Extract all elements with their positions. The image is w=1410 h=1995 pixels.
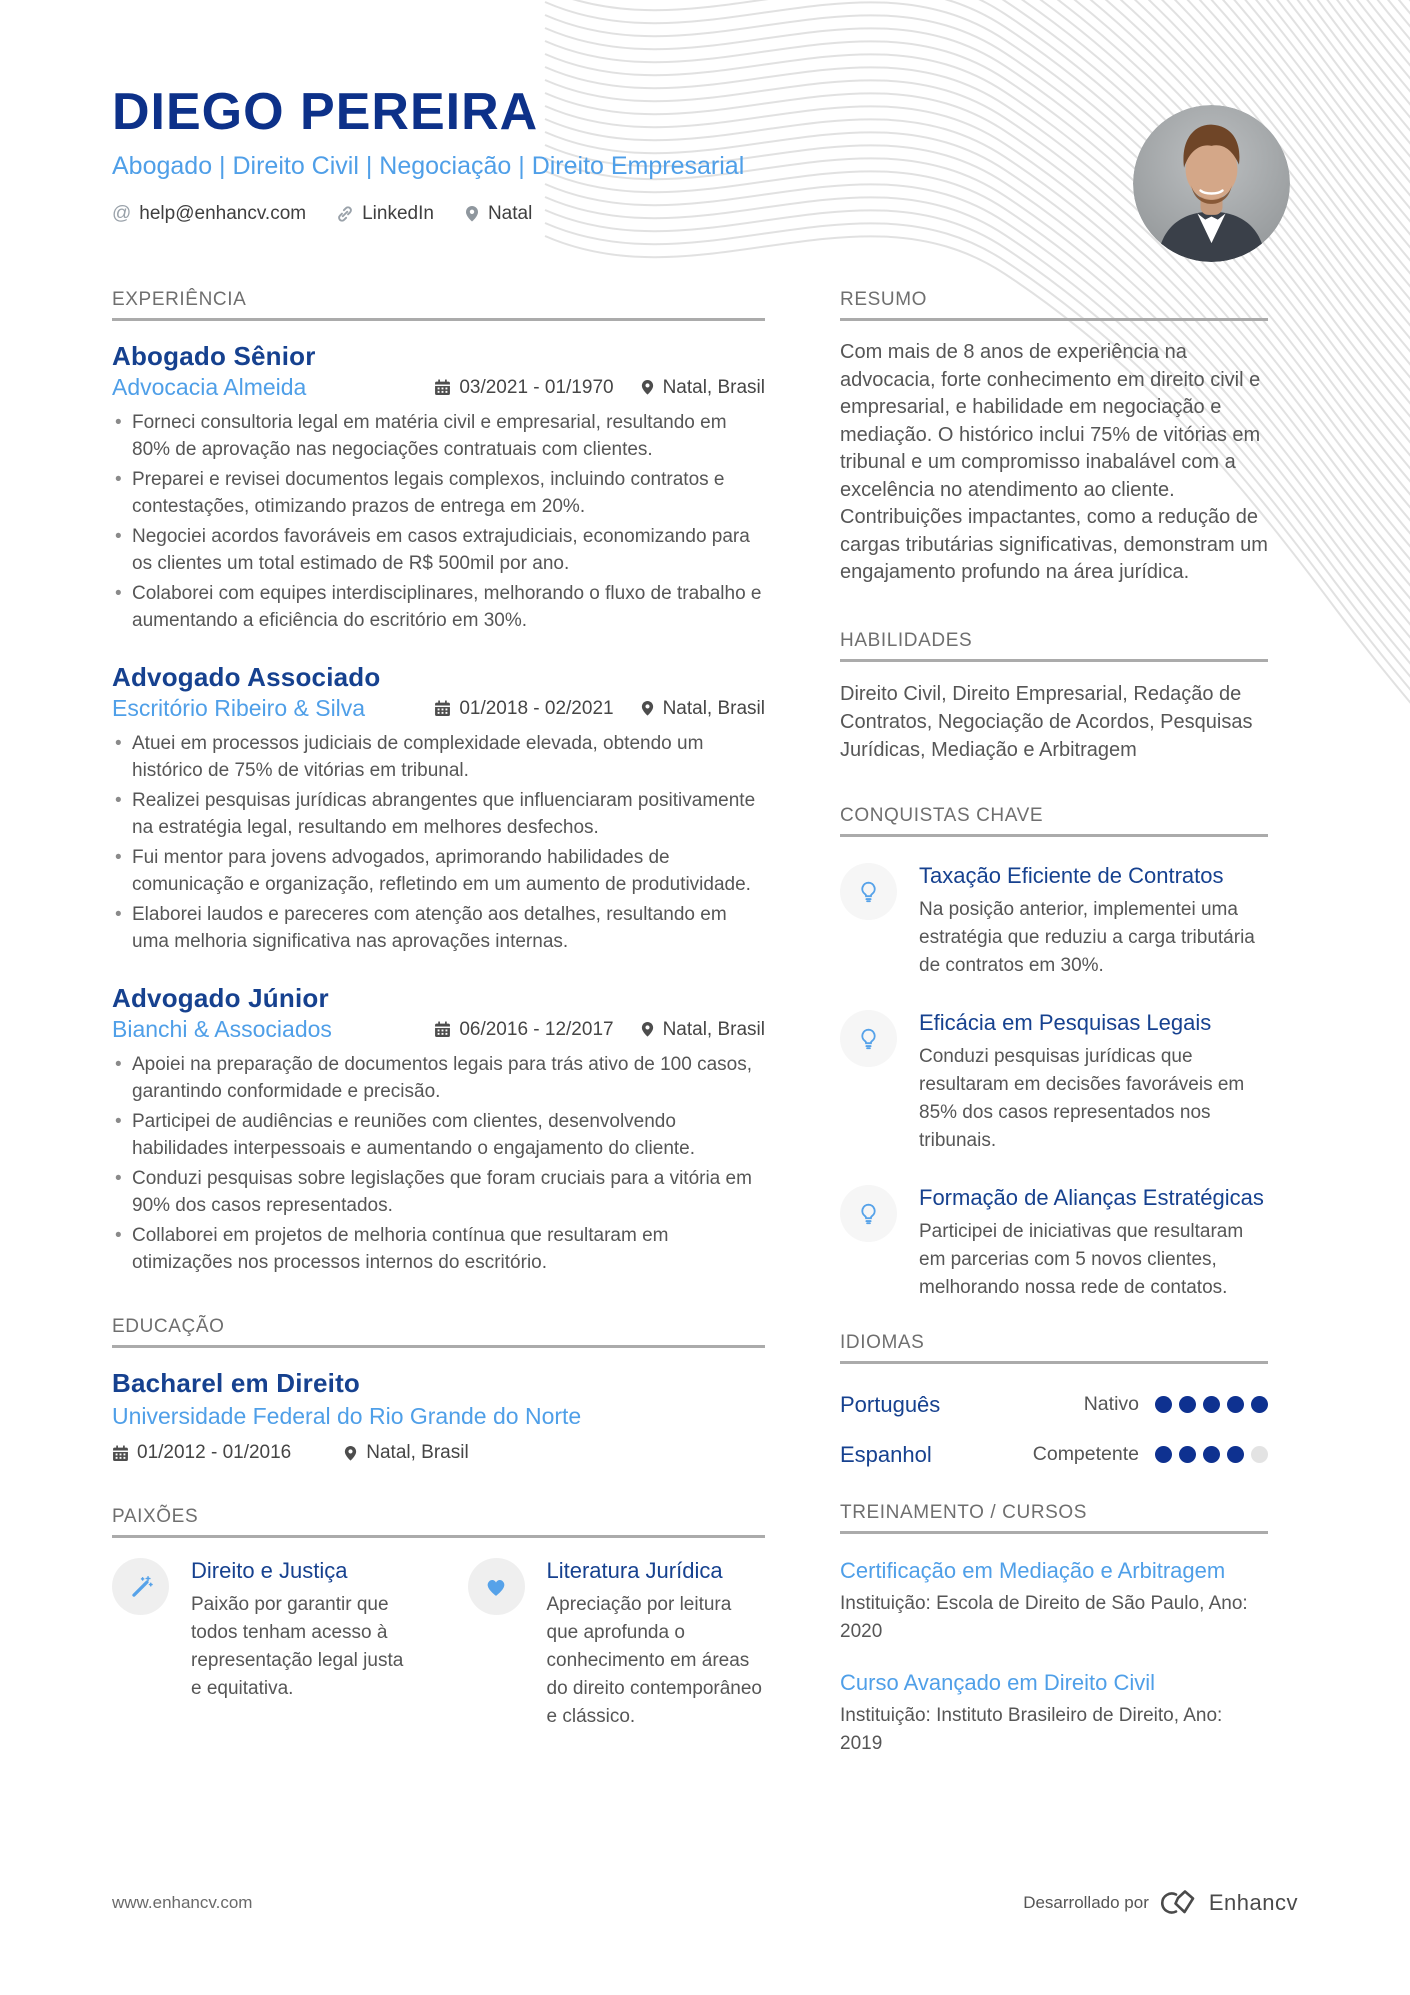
dot-filled xyxy=(1251,1396,1268,1413)
job-title: Advogado Associado xyxy=(112,662,381,693)
calendar-icon xyxy=(434,379,451,396)
pin-icon xyxy=(640,379,655,396)
job-dates-text: 01/2018 - 02/2021 xyxy=(459,697,614,719)
job-bullet: • Preparei e revisei documentos legais complexos, incluindo contratos e contestações, otimizando prazos de entrega em 20%. xyxy=(112,466,765,520)
pin-icon xyxy=(464,205,480,223)
job-location xyxy=(640,1019,765,1041)
dot-filled xyxy=(1203,1446,1220,1463)
passion-title: Literatura Jurídica xyxy=(546,1558,723,1584)
degree-title: Bacharel em Direito xyxy=(112,1368,361,1399)
job-bullet: • Forneci consultoria legal em matéria civil e empresarial, resultando em 80% de aprovação nas negociações contratuais com clientes. xyxy=(112,409,765,463)
left-column xyxy=(112,289,765,1798)
passion-item xyxy=(112,1558,410,1731)
lightbulb-icon xyxy=(840,1010,897,1067)
content-columns xyxy=(112,289,1298,1798)
job-bullet: • Elaborei laudos e pareceres com atenção aos detalhes, resultando em uma melhoria significativa nas aprovações internas. xyxy=(112,901,765,955)
achievement-item xyxy=(840,863,1268,980)
lightbulb-icon xyxy=(840,1185,897,1242)
contact-email[interactable] xyxy=(112,203,306,225)
passion-text: Paixão por garantir que todos tenham acesso à representação legal justa e equitativa. xyxy=(191,1594,404,1700)
job-location-text: Natal, Brasil xyxy=(662,376,765,398)
job-bullets xyxy=(112,409,765,634)
job-dates-text: 03/2021 - 01/1970 xyxy=(459,376,614,398)
education-dates-text: 01/2012 - 01/2016 xyxy=(137,1442,292,1464)
powered-by-text: Desarrollado por xyxy=(1023,1893,1149,1912)
passion-item xyxy=(468,1558,766,1731)
calendar-icon xyxy=(434,700,451,717)
experience-item xyxy=(112,341,765,634)
language-dots xyxy=(1155,1446,1268,1463)
school-name: Universidade Federal do Rio Grande do Norte xyxy=(112,1403,582,1430)
education-dates xyxy=(112,1442,291,1464)
avatar-illustration xyxy=(1133,105,1290,262)
job-title: Abogado Sênior xyxy=(112,341,316,372)
language-dots xyxy=(1155,1396,1268,1413)
education-location-text: Natal, Brasil xyxy=(366,1442,469,1464)
achievement-text: Participei de iniciativas que resultaram em parcerias com 5 novos clientes, melhorando nossa rede de contatos. xyxy=(919,1220,1244,1298)
pin-icon xyxy=(640,1021,655,1038)
job-dates-text: 06/2016 - 12/2017 xyxy=(459,1018,614,1040)
summary-section-title: RESUMO xyxy=(840,289,1268,321)
contact-location xyxy=(464,203,532,225)
course-title: Certificação em Mediação e Arbitragem xyxy=(840,1557,1226,1583)
contact-linkedin-text: LinkedIn xyxy=(362,203,434,225)
job-dates xyxy=(434,1019,613,1041)
powered-by xyxy=(1023,1888,1298,1918)
job-bullet: • Participei de audiências e reuniões com clientes, desenvolvendo habilidades interpessoais e aumentando o engajamento do cliente. xyxy=(112,1108,765,1162)
contact-email-text: help@enhancv.com xyxy=(139,203,307,225)
section-passions xyxy=(112,1506,765,1731)
job-meta-row xyxy=(112,374,765,401)
job-bullet: • Realizei pesquisas jurídicas abrangentes que influenciaram positivamente na estratégia legal, resultando em melhores desfechos. xyxy=(112,787,765,841)
education-location xyxy=(343,1442,468,1464)
job-meta-row xyxy=(112,695,765,722)
course-details: Instituição: Escola de Direito de São Paulo, Ano: 2020 xyxy=(840,1592,1248,1642)
dot-filled xyxy=(1155,1446,1172,1463)
enhancv-logo-icon xyxy=(1159,1888,1199,1918)
calendar-icon xyxy=(112,1445,129,1462)
language-level: Nativo xyxy=(1083,1393,1139,1416)
calendar-icon xyxy=(434,1021,451,1038)
achievement-title: Formação de Alianças Estratégicas xyxy=(919,1184,1264,1210)
job-bullet: • Colaborei com equipes interdisciplinares, melhorando o fluxo de trabalho e aumentando a eficiência do escritório em 30%. xyxy=(112,580,765,634)
pin-icon xyxy=(640,700,655,717)
wand-icon xyxy=(112,1558,169,1615)
experience-item xyxy=(112,983,765,1276)
person-headline: Abogado | Direito Civil | Negociação | Direito Empresarial xyxy=(112,152,745,181)
dot-filled xyxy=(1203,1396,1220,1413)
job-bullet: • Negociei acordos favoráveis em casos extrajudiciais, economizando para os clientes um total estimado de R$ 500mil por ano. xyxy=(112,523,765,577)
education-section-title: EDUCAÇÃO xyxy=(112,1316,765,1348)
passion-title: Direito e Justiça xyxy=(191,1558,348,1584)
dot-filled xyxy=(1227,1446,1244,1463)
languages-section-title: IDIOMAS xyxy=(840,1332,1268,1364)
achievement-item xyxy=(840,1010,1268,1155)
course-details: Instituição: Instituto Brasileiro de Direito, Ano: 2019 xyxy=(840,1704,1223,1754)
header xyxy=(112,83,1298,225)
job-bullets xyxy=(112,1051,765,1276)
section-skills xyxy=(840,630,1268,764)
contact-linkedin[interactable] xyxy=(336,203,434,225)
job-dates xyxy=(434,698,613,720)
job-dates xyxy=(434,377,613,399)
summary-text: Com mais de 8 anos de experiência na advocacia, forte conhecimento em direito civil e empresarial, e habilidade em negociação e mediação. O histórico inclui 75% de vitórias em tribunal e um compromisso inabalável com a excelência no atendimento ao cliente. Contribuições impactantes, como a redução de cargas tributárias significativas, demonstram um engajamento profundo na área jurídica. xyxy=(840,341,1268,584)
course-title: Curso Avançado em Direito Civil xyxy=(840,1669,1156,1695)
footer-site-link[interactable]: www.enhancv.com xyxy=(112,1893,253,1912)
achievements-section-title: CONQUISTAS CHAVE xyxy=(840,805,1268,837)
achievement-text: Na posição anterior, implementei uma estratégia que reduziu a carga tributária de contratos em 30%. xyxy=(919,898,1255,976)
job-location-text: Natal, Brasil xyxy=(662,1018,765,1040)
course-item xyxy=(840,1558,1268,1646)
dot-filled xyxy=(1155,1396,1172,1413)
pin-icon xyxy=(343,1445,358,1462)
contact-row xyxy=(112,203,1298,225)
job-company: Advocacia Almeida xyxy=(112,374,307,401)
contact-location-text: Natal xyxy=(487,203,533,225)
achievement-title: Taxação Eficiente de Contratos xyxy=(919,862,1224,888)
section-languages xyxy=(840,1332,1268,1468)
link-icon xyxy=(336,205,354,223)
dot-filled xyxy=(1227,1396,1244,1413)
dot-filled xyxy=(1179,1446,1196,1463)
course-item xyxy=(840,1670,1268,1758)
profile-photo xyxy=(1133,105,1290,262)
heart-icon xyxy=(468,1558,525,1615)
job-bullet: • Conduzi pesquisas sobre legislações que foram cruciais para a vitória em 90% dos casos representados. xyxy=(112,1165,765,1219)
job-bullet: • Apoiei na preparação de documentos legais para trás ativo de 100 casos, garantindo conformidade e precisão. xyxy=(112,1051,765,1105)
language-row xyxy=(840,1392,1268,1418)
job-company: Escritório Ribeiro & Silva xyxy=(112,695,366,722)
language-row xyxy=(840,1442,1268,1468)
skills-section-title: HABILIDADES xyxy=(840,630,1268,662)
section-achievements xyxy=(840,805,1268,1302)
training-section-title: TREINAMENTO / CURSOS xyxy=(840,1502,1268,1534)
skills-text: Direito Civil, Direito Empresarial, Redação de Contratos, Negociação de Acordos, Pesquisas Jurídicas, Mediação e Arbitragem xyxy=(840,682,1253,761)
right-column xyxy=(840,289,1268,1798)
section-training xyxy=(840,1502,1268,1758)
job-location-text: Natal, Brasil xyxy=(662,697,765,719)
passions-grid xyxy=(112,1558,765,1731)
achievement-title: Eficácia em Pesquisas Legais xyxy=(919,1009,1212,1035)
lightbulb-icon xyxy=(840,863,897,920)
education-meta-row xyxy=(112,1440,765,1466)
job-title: Advogado Júnior xyxy=(112,983,329,1014)
experience-item xyxy=(112,662,765,955)
at-icon: @ xyxy=(112,203,132,225)
achievement-text: Conduzi pesquisas jurídicas que resultaram em decisões favoráveis em 85% dos casos representados nos tribunais. xyxy=(919,1045,1245,1151)
job-location xyxy=(640,698,765,720)
passions-section-title: PAIXÕES xyxy=(112,1506,765,1538)
dot-empty xyxy=(1251,1446,1268,1463)
job-location xyxy=(640,377,765,399)
language-level: Competente xyxy=(1032,1443,1139,1466)
achievement-item xyxy=(840,1185,1268,1302)
footer xyxy=(112,1888,1298,1918)
job-bullet: • Collaborei em projetos de melhoria contínua que resultaram em otimizações nos processos internos do escritório. xyxy=(112,1222,765,1276)
job-meta-row xyxy=(112,1016,765,1043)
person-name: DIEGO PEREIRA xyxy=(112,83,539,141)
section-education xyxy=(112,1316,765,1466)
section-experience xyxy=(112,289,765,1276)
experience-section-title: EXPERIÊNCIA xyxy=(112,289,765,321)
passion-text: Apreciação por leitura que aprofunda o conhecimento em áreas do direito contemporâneo e clássico. xyxy=(546,1594,762,1728)
job-bullets xyxy=(112,730,765,955)
dot-filled xyxy=(1179,1396,1196,1413)
job-bullet: • Fui mentor para jovens advogados, aprimorando habilidades de comunicação e organização, refletindo em um aumento de produtividade. xyxy=(112,844,765,898)
enhancv-brand-text: Enhancv xyxy=(1208,1890,1298,1915)
job-company: Bianchi & Associados xyxy=(112,1016,332,1043)
job-bullet: • Atuei em processos judiciais de complexidade elevada, obtendo um histórico de 75% de vitórias em tribunal. xyxy=(112,730,765,784)
section-summary xyxy=(840,289,1268,587)
language-name: Espanhol xyxy=(840,1441,932,1467)
language-name: Português xyxy=(840,1391,941,1417)
